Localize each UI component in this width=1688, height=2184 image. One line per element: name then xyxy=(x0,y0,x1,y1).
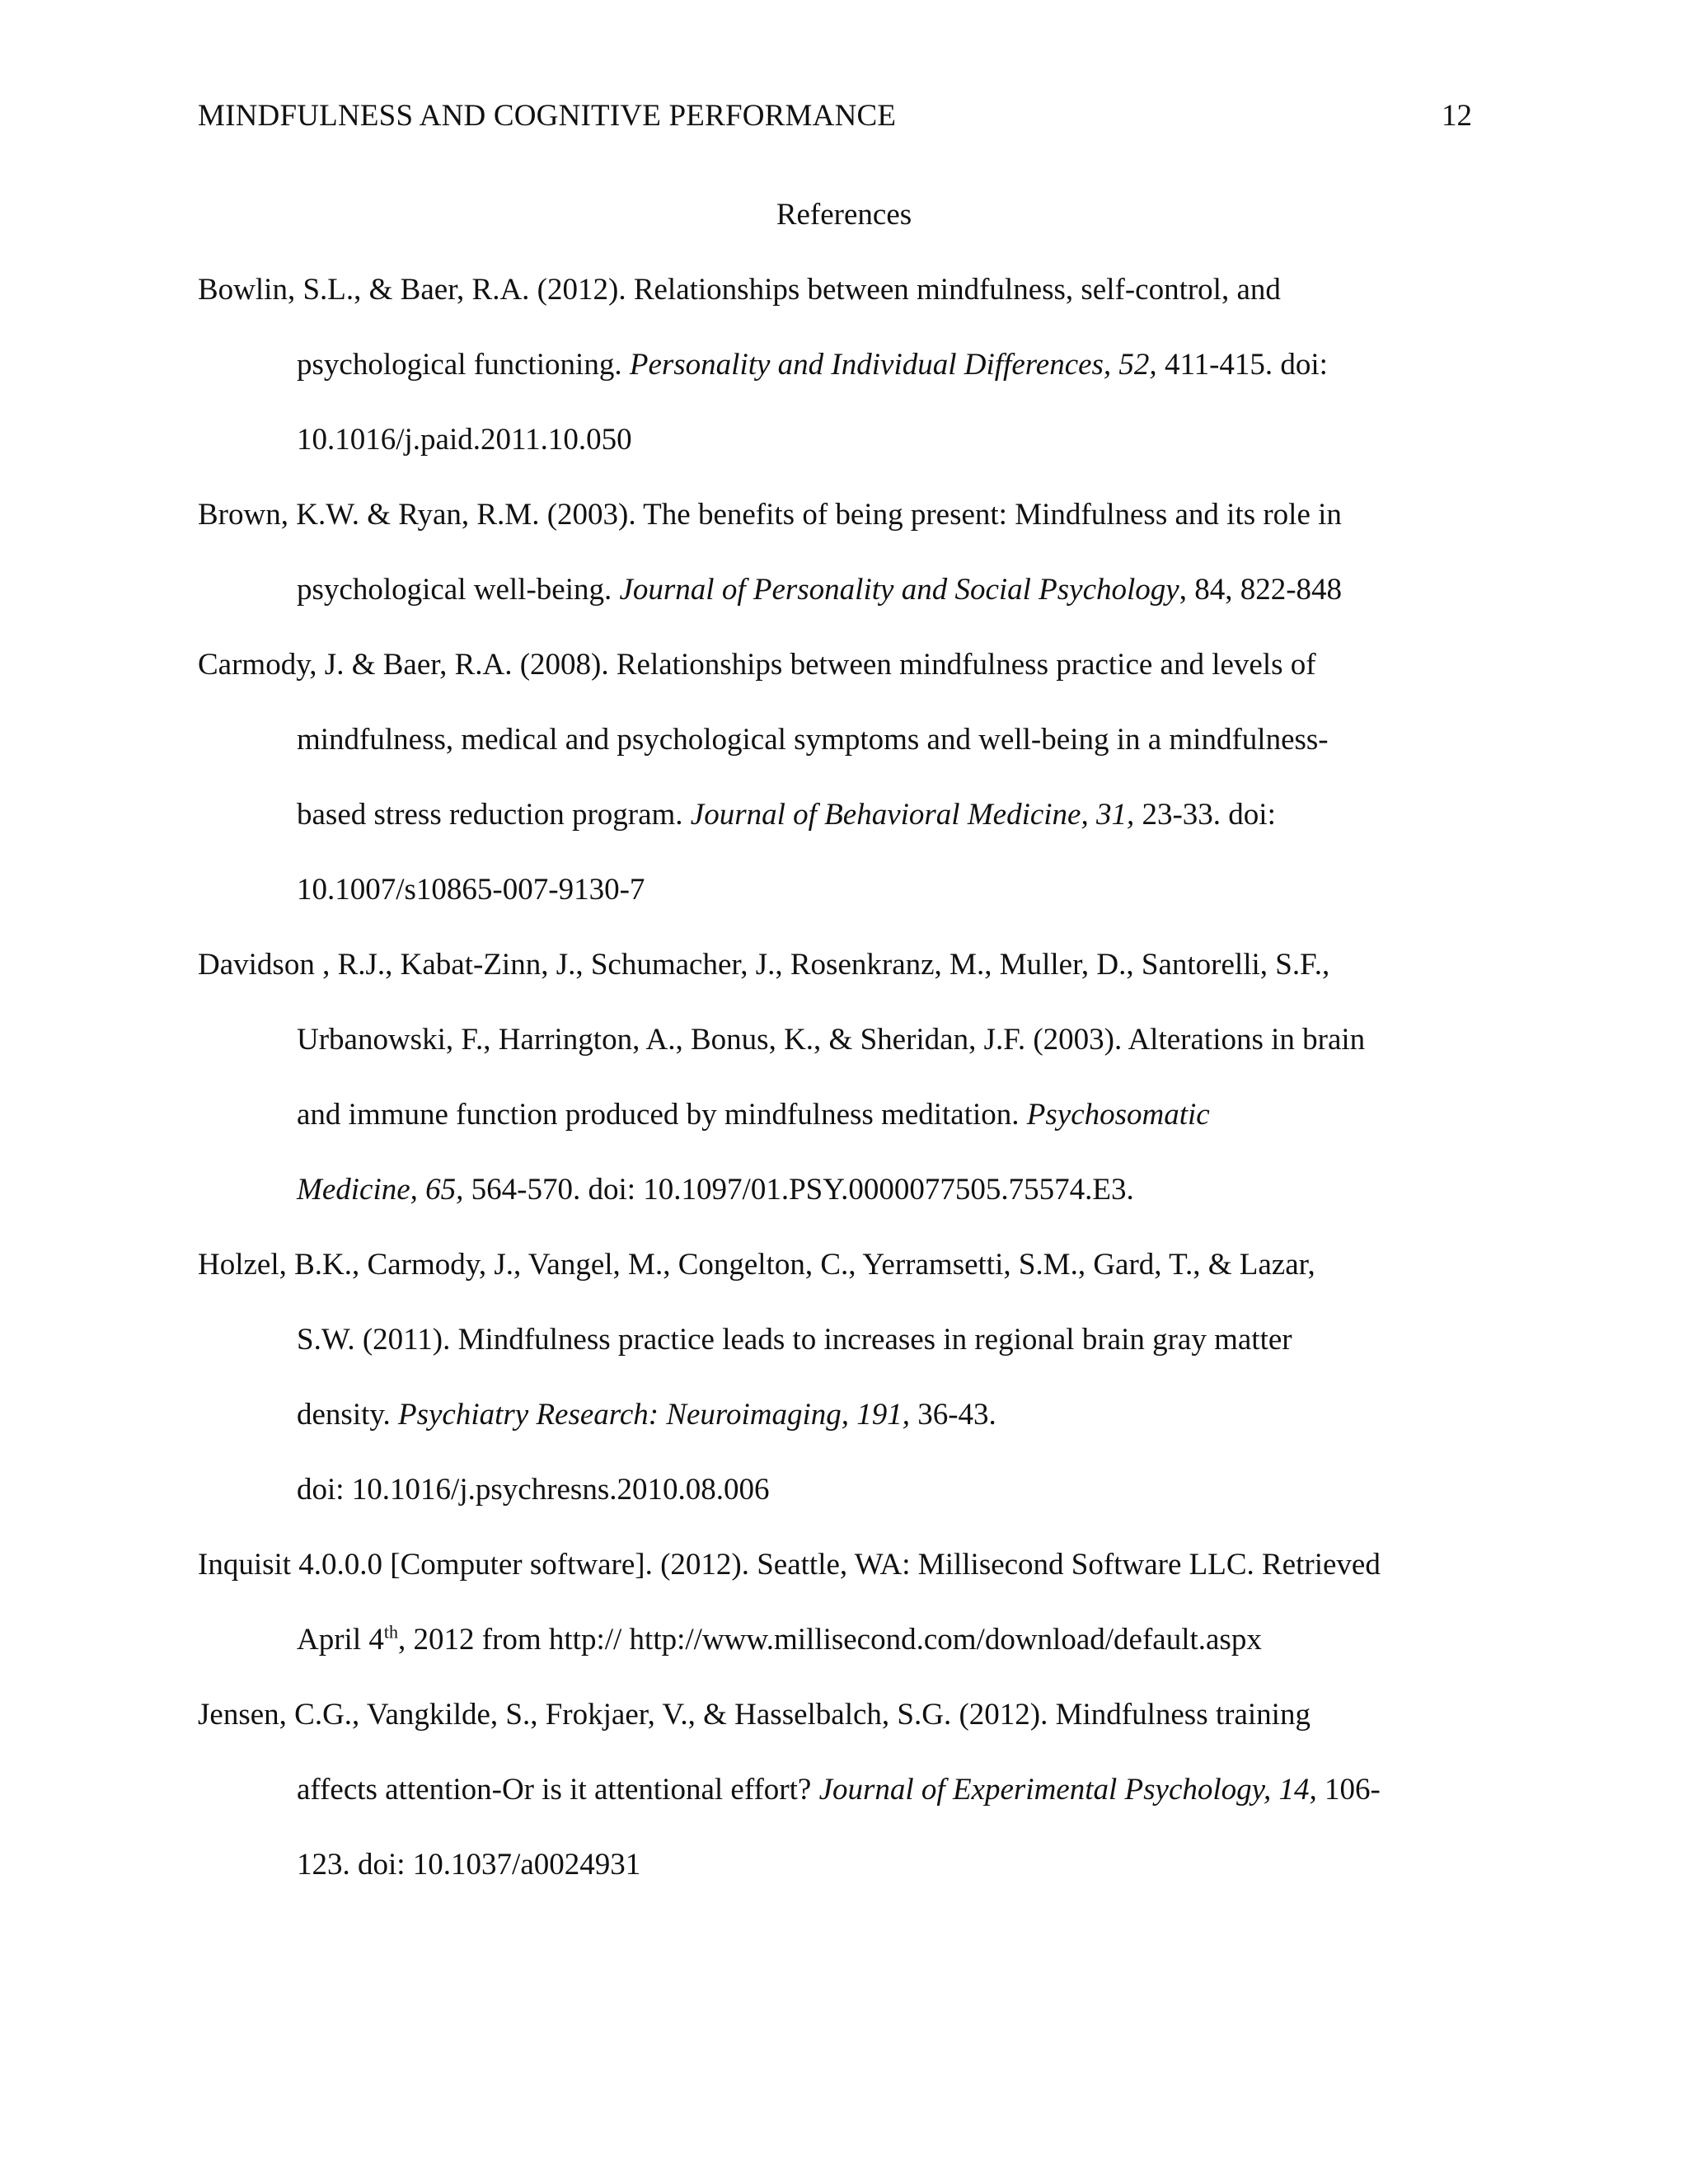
reference-holzel-line-3: density. Psychiatry Research: Neuroimaging, 191, 36-43. xyxy=(297,1398,996,1432)
reference-carmody-line-3: based stress reduction program. Journal of Behavioral Medicine, 31, 23-33. doi: xyxy=(297,798,1276,832)
reference-inquisit-line-1: Inquisit 4.0.0.0 [Computer software]. (2012). Seattle, WA: Millisecond Software LLC. Retrieved xyxy=(198,1548,1381,1582)
reference-carmody-line-4: 10.1007/s10865-007-9130-7 xyxy=(297,873,645,907)
reference-jensen-line-3: 123. doi: 10.1037/a0024931 xyxy=(297,1848,641,1882)
reference-holzel-line-1: Holzel, B.K., Carmody, J., Vangel, M., Congelton, C., Yerramsetti, S.M., Gard, T., & Lazar, xyxy=(198,1248,1315,1282)
ordinal-superscript: th xyxy=(383,1621,398,1643)
reference-inquisit-line-2: April 4th, 2012 from http:// http://www.millisecond.com/download/default.aspx xyxy=(297,1621,1262,1657)
reference-brown-line-2: psychological well-being. Journal of Personality and Social Psychology, 84, 822-848 xyxy=(297,573,1343,607)
reference-bowlin-line-2: psychological functioning. Personality and Individual Differences, 52, 411-415. doi: xyxy=(297,348,1328,382)
reference-holzel-line-4: doi: 10.1016/j.psychresns.2010.08.006 xyxy=(297,1473,770,1507)
running-head: MINDFULNESS AND COGNITIVE PERFORMANCE xyxy=(198,99,897,133)
reference-davidson-line-1: Davidson , R.J., Kabat-Zinn, J., Schumacher, J., Rosenkranz, M., Muller, D., Santorelli, S.F., xyxy=(198,948,1330,982)
reference-bowlin-line-3: 10.1016/j.paid.2011.10.050 xyxy=(297,423,632,457)
reference-davidson-line-2: Urbanowski, F., Harrington, A., Bonus, K., & Sheridan, J.F. (2003). Alterations in brain xyxy=(297,1023,1366,1057)
reference-bowlin-line-1: Bowlin, S.L., & Baer, R.A. (2012). Relationships between mindfulness, self-control, and xyxy=(198,273,1281,307)
reference-davidson-line-3: and immune function produced by mindfulness meditation. Psychosomatic xyxy=(297,1098,1210,1132)
reference-carmody-line-1: Carmody, J. & Baer, R.A. (2008). Relationships between mindfulness practice and levels of xyxy=(198,648,1316,682)
reference-jensen-line-2: affects attention-Or is it attentional effort? Journal of Experimental Psychology, 14, 106- xyxy=(297,1773,1381,1807)
references-heading: References xyxy=(776,198,912,232)
reference-jensen-line-1: Jensen, C.G., Vangkilde, S., Frokjaer, V., & Hasselbalch, S.G. (2012). Mindfulness training xyxy=(198,1698,1311,1732)
reference-holzel-line-2: S.W. (2011). Mindfulness practice leads to increases in regional brain gray matter xyxy=(297,1323,1292,1357)
reference-davidson-line-4: Medicine, 65, 564-570. doi: 10.1097/01.PSY.0000077505.75574.E3. xyxy=(297,1173,1134,1207)
reference-carmody-line-2: mindfulness, medical and psychological symptoms and well-being in a mindfulness- xyxy=(297,723,1329,757)
page-number: 12 xyxy=(1442,99,1472,133)
reference-brown-line-1: Brown, K.W. & Ryan, R.M. (2003). The benefits of being present: Mindfulness and its role in xyxy=(198,498,1342,532)
